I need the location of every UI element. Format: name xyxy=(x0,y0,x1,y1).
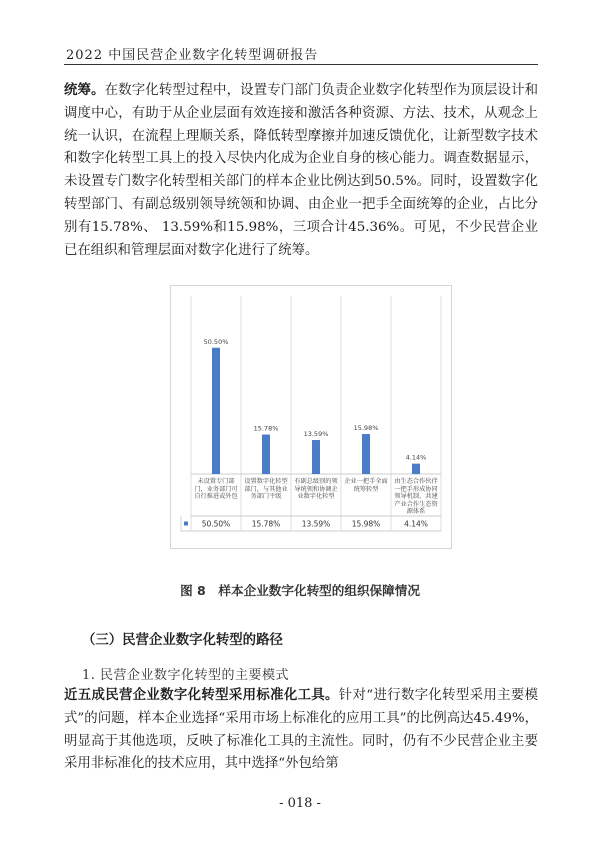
subsection-heading: 1. 民营企业数字化转型的主要模式 xyxy=(82,668,290,683)
bar xyxy=(312,440,320,474)
section-heading: （三）民营企业数字化转型的路径 xyxy=(82,633,283,648)
table-value: 50.50% xyxy=(201,519,231,529)
body-paragraph-2 xyxy=(64,684,538,776)
table-value: 15.98% xyxy=(351,519,381,529)
category-label: 设置数字化转型部门，与其他业务部门平级 xyxy=(244,478,288,501)
data-label: 50.50% xyxy=(203,337,229,346)
page-number: - 018 - xyxy=(279,796,321,811)
paragraph-lead: 近五成民营企业数字化转型采用标准化工具。 xyxy=(64,687,339,703)
figure-caption: 图 8 样本企业数字化转型的组织保障情况 xyxy=(180,583,420,598)
table-value: 4.14% xyxy=(404,519,428,529)
body-paragraph-1 xyxy=(64,79,538,262)
page-header: 2022 中国民营企业数字化转型调研报告 xyxy=(66,48,319,63)
legend-key xyxy=(184,522,188,526)
paragraph-text: 在数字化转型过程中，设置专门部门负责企业数字化转型作为顶层设计和调度中心，有助于从企业层面有效连接和激活各种资源、方法、技术，从观念上统一认识，在流程上理顺关系，降低转型摩擦并加速反馈优化，让新型数字技术和数字化转型工具上的投入尽快内化成为企业自身的核心能力。调查数据显示，未设置专门数字化转型相关部门的样本企业比例达到50.5%。同时，设置数字化转型部门、有副总级别领导统领和协调、由企业一把手全面统筹的企业，占比分别有15.78%、 13.59%和15.98%，三项合计45.36%。可见，不少民营企业已在组织和管理层面对数字化进行了统筹。 xyxy=(64,83,539,258)
bar xyxy=(262,435,270,474)
paragraph-lead: 统筹。 xyxy=(64,82,105,98)
header-rule xyxy=(64,64,538,65)
data-label: 13.59% xyxy=(303,430,329,439)
data-label: 15.78% xyxy=(253,424,279,433)
bar xyxy=(362,434,370,474)
table-value: 13.59% xyxy=(301,519,331,529)
data-label: 4.14% xyxy=(405,453,427,462)
table-value: 15.78% xyxy=(251,519,281,529)
category-label: 由生态合作伙伴一把手形成协同领导机制，共建产业合作生态资源体系 xyxy=(394,478,438,516)
category-label: 有副总级别的领导统领和协调企业数字化转型 xyxy=(294,478,338,501)
category-label: 未设置专门部门，业务部门可自行推进或外包 xyxy=(194,478,238,501)
paragraph-text: 针对“进行数字化转型采用主要模式”的问题，样本企业选择“采用市场上标准化的应用工具”的比例高达45.49%，明显高于其他选项，反映了标准化工具的主流性。同时，仍有不少民营企业主要采用非标准化的技术应用，其中选择“外包给第 xyxy=(64,688,538,772)
bar xyxy=(212,348,220,474)
bar-chart xyxy=(170,285,452,549)
category-label: 企业一把手全面统筹转型 xyxy=(344,478,388,493)
data-label: 15.98% xyxy=(353,424,379,433)
bar xyxy=(412,464,420,474)
